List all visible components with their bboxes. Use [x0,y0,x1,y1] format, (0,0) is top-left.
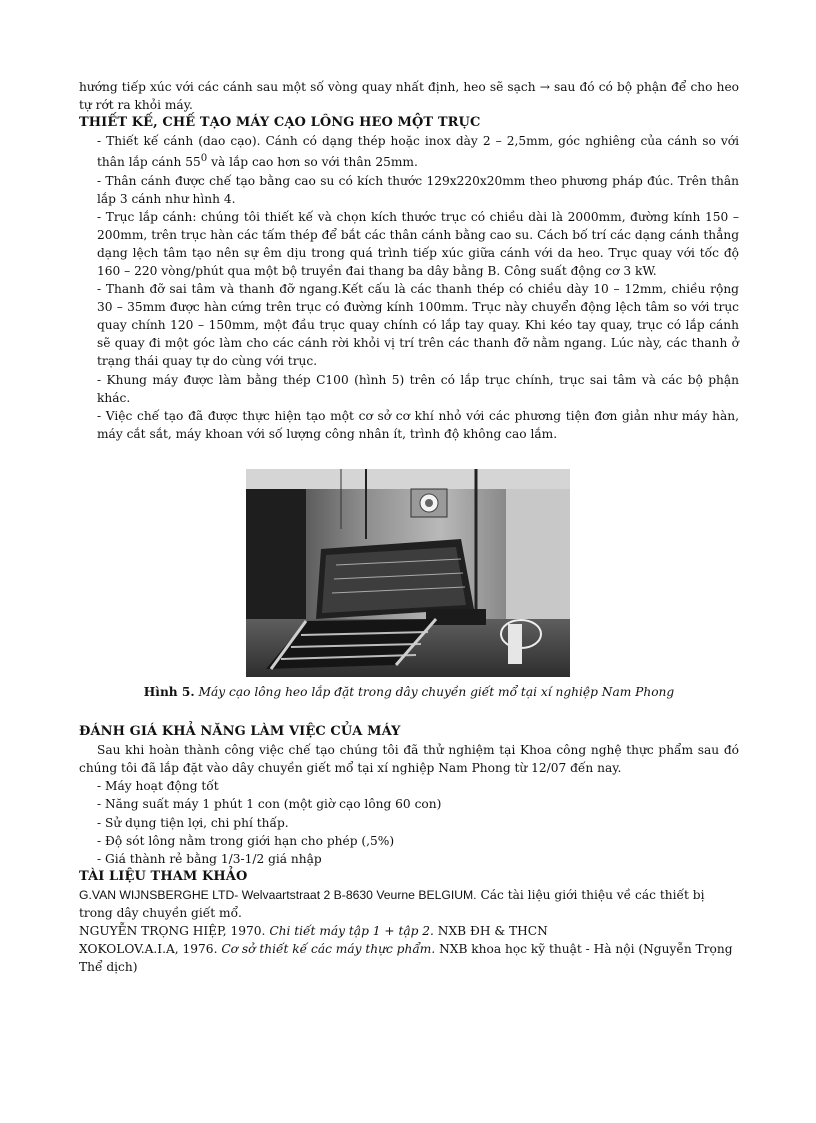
reference-text: G.VAN WIJNSBERGHE LTD- Welvaartstraat 2 B-8630 Veurne BELGIUM. [79,887,477,902]
figure-caption [79,683,739,701]
reference-list [79,886,739,976]
text-span: và lắp cao hơn so với thân 25mm. [207,155,418,170]
figure-caption-text: Máy cạo lông heo lắp đặt trong dây chuyền giết mổ tại xí nghiệp Nam Phong [198,684,675,699]
reference-item [79,940,739,976]
reference-text: NXB ĐH & THCN [433,924,548,939]
list-item: - Độ sót lông nằm trong giới hạn cho phép (,5%) [97,833,395,848]
reference-text: Các tài liệu giới thiệu về các thiết bị trong dây chuyền giết mổ. [79,887,705,920]
list-item: - Giá thành rẻ bằng 1/3-1/2 giá nhập [97,851,322,866]
page-body [79,78,739,976]
reference-text: XOKOLOV.A.I.A, 1976. [79,942,222,957]
reference-item [79,886,739,922]
paragraph-blade-design [79,132,739,171]
paragraph-support-bars: - Thanh đỡ sai tâm và thanh đỡ ngang.Kết cấu là các thanh thép có chiều dày 10 – 12mm, chiều rộng 30 – 35mm được hàn cứng trên trục có đường kính 100mm. Trục này chuyển động lệch tâm so với trục quay chính 120 – 150mm, một đầu trục quay chính có lắp tay quay. Khi kéo tay quay, trục có lắp cánh sẽ quay đi một góc làm cho các cánh rời khỏi vị trí trên các thanh đỡ nằm ngang. Lúc này, các thanh ở trạng thái quay tự do cùng với trục. [97,282,739,369]
paragraph-frame: - Khung máy được làm bằng thép C100 (hình 5) trên có lắp trục chính, trục sai tâm và các bộ phận khác. [97,372,739,405]
intro-paragraph: hướng tiếp xúc với các cánh sau một số vòng quay nhất định, heo sẽ sạch → sau đó có bộ phận để cho heo tự rớt ra khỏi máy. [79,80,739,113]
list-item: - Máy hoạt động tốt [97,779,219,794]
evaluation-intro: Sau khi hoàn thành công việc chế tạo chúng tôi đã thử nghiệm tại Khoa công nghệ thực phẩm sau đó chúng tôi đã lắp đặt vào dây chuyền giết mổ tại xí nghiệp Nam Phong từ 12/07 đến nay. [79,743,739,776]
text-span: - Thiết kế cánh (dao cạo). Cánh có dạng thép hoặc inox dày 2 – 2,5mm, góc nghiêng của cánh so với thân lắp cánh 55 [97,134,739,170]
paragraph-blade-body: - Thân cánh được chế tạo bằng cao su có kích thước 129x220x20mm theo phương pháp đúc. Trên thân lắp 3 cánh như hình 4. [97,173,739,206]
reference-item [79,922,739,940]
section-heading-references: TÀI LIỆU THAM KHẢO [79,868,248,884]
paragraph-shaft: - Trục lắp cánh: chúng tôi thiết kế và chọn kích thước trục có chiều dài là 2000mm, đường kính 150 – 200mm, trên trục hàn các tấm thép để bắt các thân cánh bằng cao su. Cách bố trí các dạng cánh thẳng dạng lệch tâm tạo nên sự êm dịu trong quá trình tiếp xúc giữa cánh với da heo. Trục quay với tốc độ 160 – 220 vòng/phút qua một bộ truyền đai thang ba dây bằng B. Công suất động cơ 3 kW. [97,209,739,278]
section-heading-evaluation: ĐÁNH GIÁ KHẢ NĂNG LÀM VIỆC CỦA MÁY [79,724,401,740]
reference-text: NXB khoa học kỹ thuật - Hà nội (Nguyễn Trọng Thể dịch) [79,942,733,975]
list-item: - Sử dụng tiện lợi, chi phí thấp. [97,815,289,830]
superscript: 0 [200,153,208,165]
reference-text: NGUYỄN TRỌNG HIỆP, 1970. [79,924,270,939]
paragraph-fabrication: - Việc chế tạo đã được thực hiện tạo một cơ sở cơ khí nhỏ với các phương tiện đơn giản như máy hàn, máy cắt sắt, máy khoan với số lượng công nhân ít, trình độ không cao lắm. [97,408,739,441]
reference-title: Cơ sở thiết kế các máy thực phẩm. [221,942,436,957]
reference-title: Chi tiết máy tập 1 + tập 2. [269,924,434,939]
section-heading-design: THIẾT KẾ, CHẾ TẠO MÁY CẠO LÔNG HEO MỘT TRỤC [79,115,481,131]
list-item: - Năng suất máy 1 phút 1 con (một giờ cạo lông 60 con) [97,797,442,812]
machine-photo-illustration [246,469,570,677]
figure-label: Hình 5. [143,684,195,699]
figure-machine-photo [246,469,570,677]
